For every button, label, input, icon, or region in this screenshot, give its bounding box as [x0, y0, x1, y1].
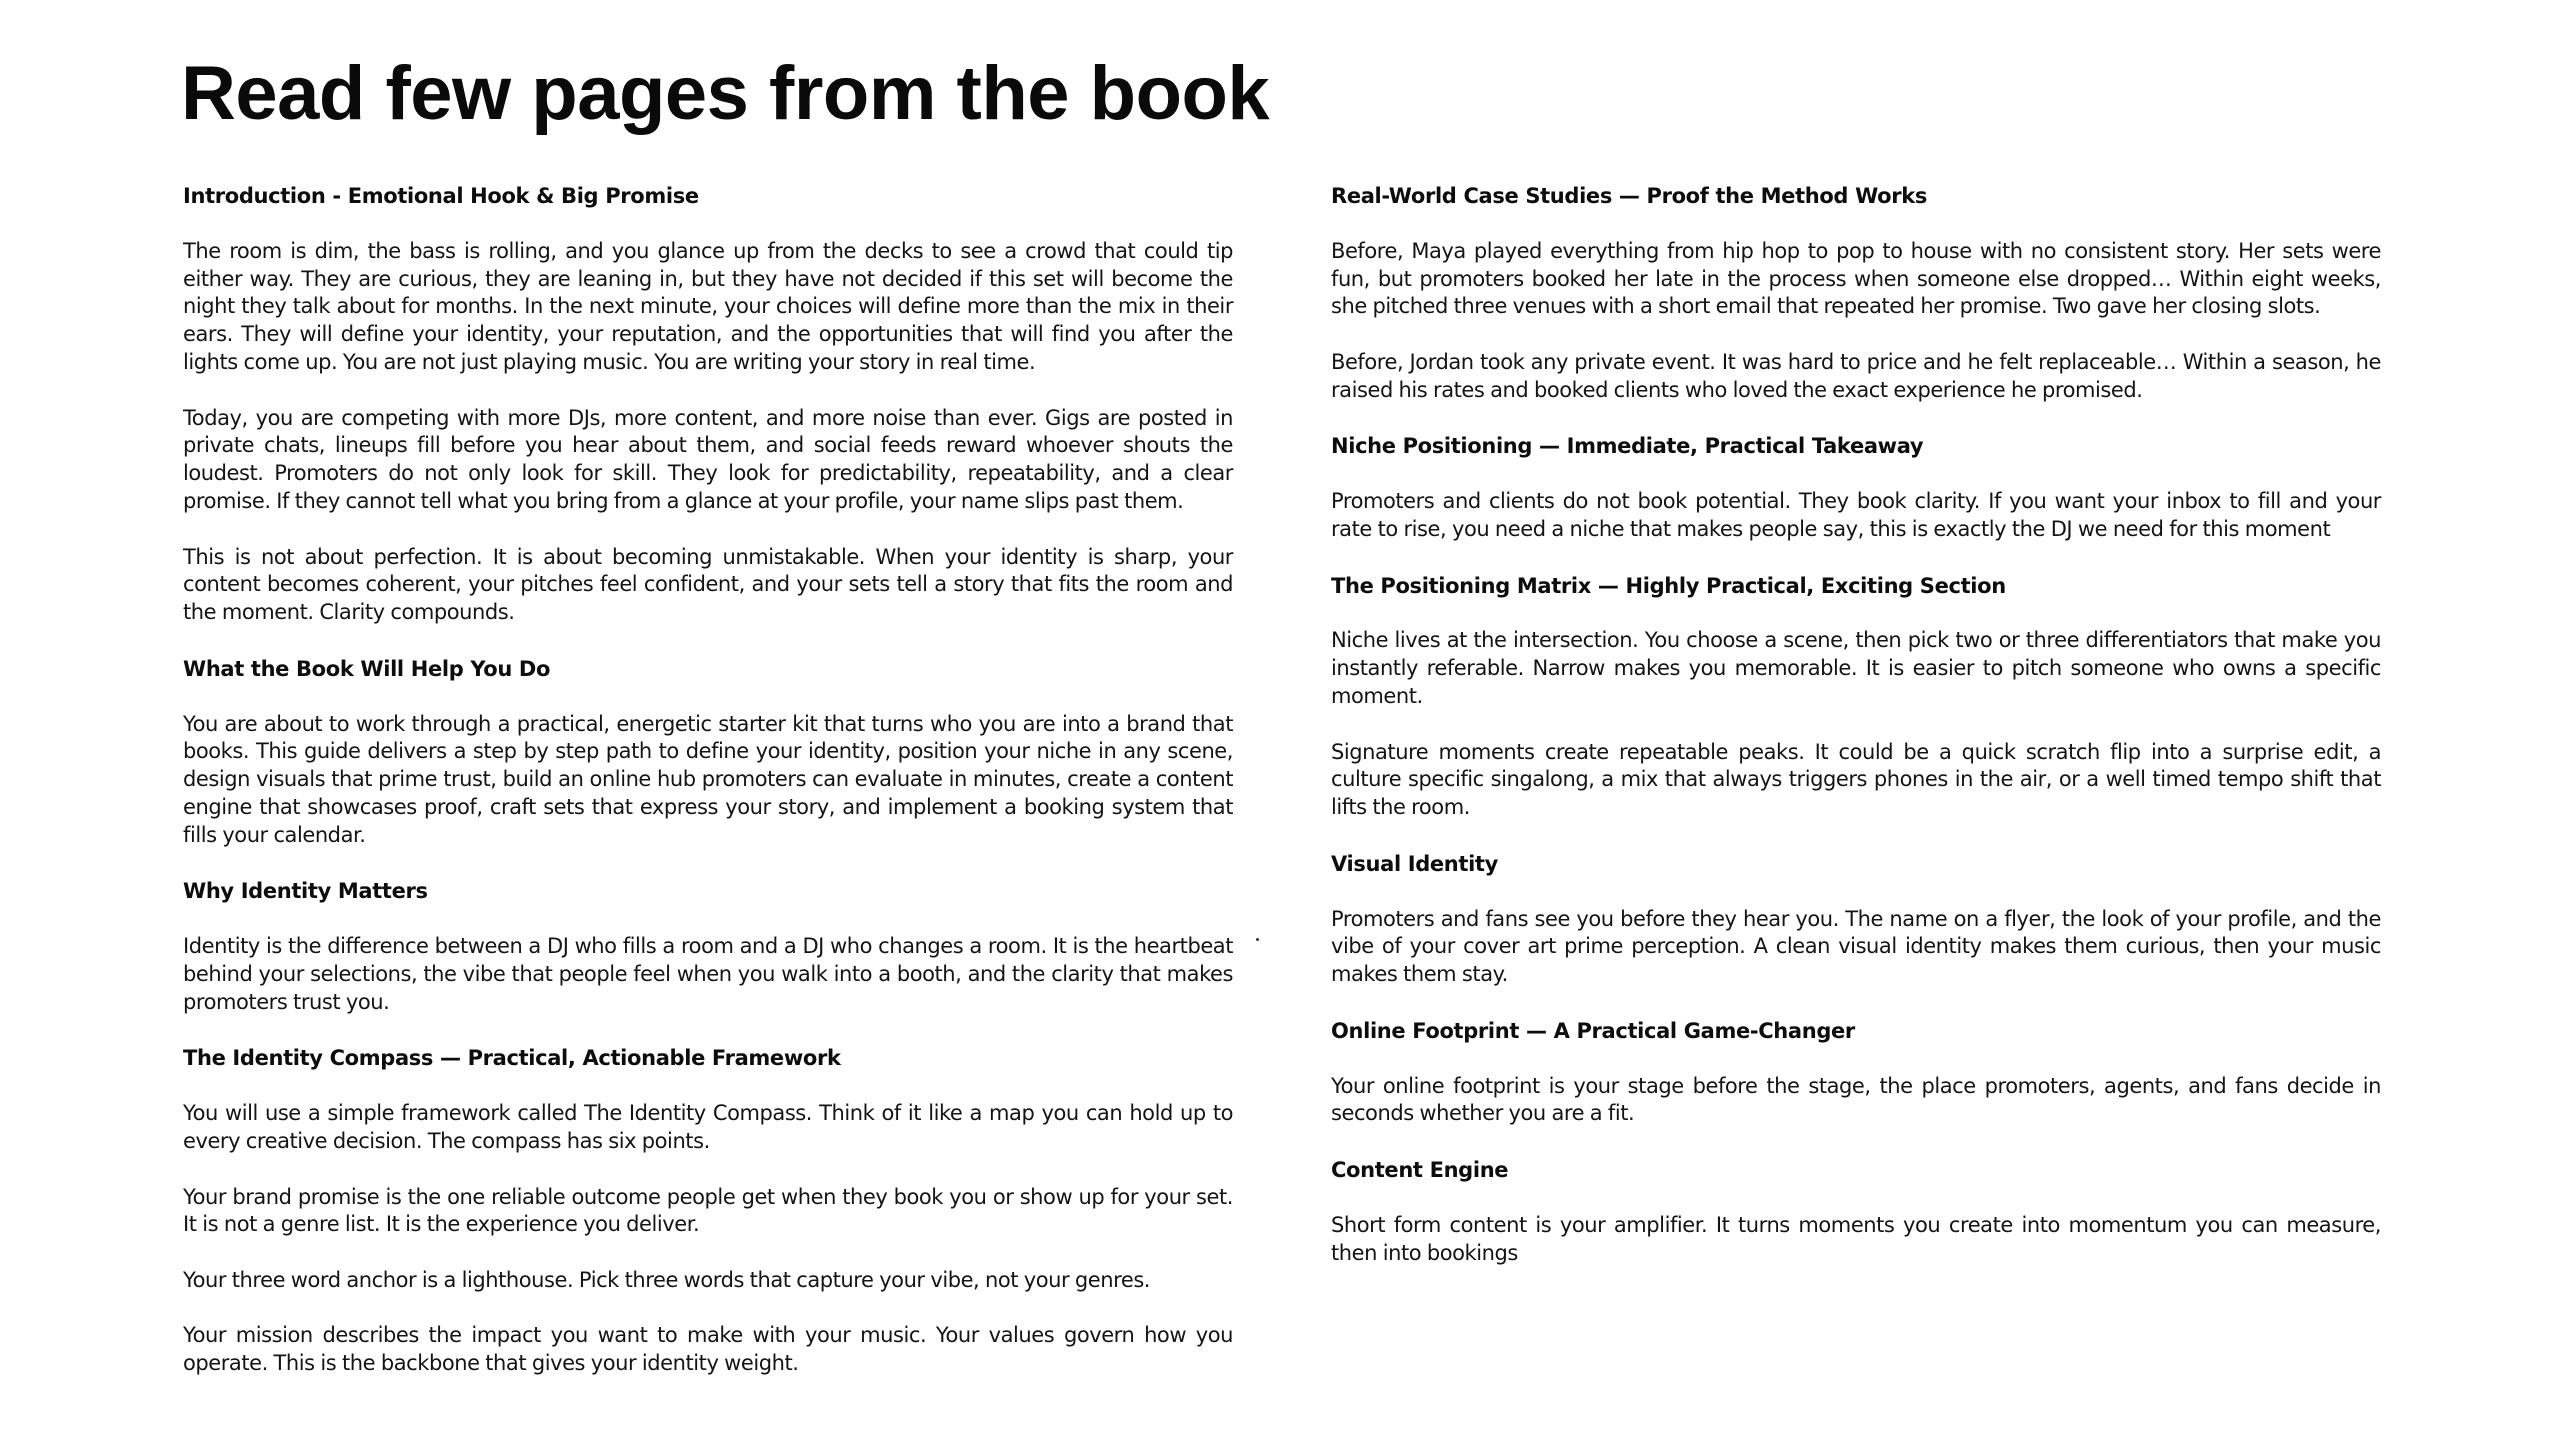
left-column [183, 182, 1233, 1378]
spacer [183, 905, 1233, 933]
spacer [183, 377, 1233, 405]
section-heading: Introduction - Emotional Hook & Big Promise [183, 184, 699, 208]
spacer [1331, 822, 2381, 850]
spacer [183, 210, 1233, 238]
paragraph: Promoters and clients do not book potential. They book clarity. If you want your inbox to fill and your rate to rise, you need a niche that makes people say, this is exactly the DJ we need for this moment [1331, 489, 2381, 541]
paragraph: Your brand promise is the one reliable outcome people get when they book you or show up for your set. It is not a genre list. It is the experience you deliver. [183, 1184, 1233, 1237]
spacer [183, 850, 1233, 878]
spacer [183, 1295, 1233, 1323]
spacer [1331, 989, 2381, 1017]
paragraph: Niche lives at the intersection. You choose a scene, then pick two or three differentiators that make you instantly referable. Narrow makes you memorable. It is easier to pitch someone who owns a specific moment. [1331, 628, 2381, 708]
paragraph: Identity is the difference between a DJ who fills a room and a DJ who changes a room. It is the heartbeat behind your selections, the vibe that people feel when you walk into a booth, and the clarity that makes promoters trust you. [183, 934, 1233, 1014]
paragraph: You are about to work through a practical, energetic starter kit that turns who you are into a brand that books. This guide delivers a step by step path to define your identity, position your niche in any scene, design visuals that prime trust, build an online hub promoters can evaluate in minutes, create a content engine that showcases proof, craft sets that express your story, and implement a booking system that fills your calendar. [183, 711, 1233, 847]
spacer [183, 627, 1233, 655]
section-heading: The Positioning Matrix — Highly Practical, Exciting Section [1331, 573, 2006, 598]
paragraph: Promoters and fans see you before they hear you. The name on a flyer, the look of your profile, and the vibe of your cover art prime perception. A clean visual identity makes them curious, then your music makes them stay. [1331, 906, 2381, 987]
paragraph: Short form content is your amplifier. It turns moments you create into momentum you can measure, then into bookings [1331, 1212, 2381, 1265]
spacer [1331, 460, 2381, 488]
spacer [183, 516, 1233, 544]
spacer [1331, 878, 2381, 906]
section-heading: Real-World Case Studies — Proof the Method Works [1331, 184, 1927, 208]
page-title: Read few pages from the book [181, 51, 1270, 136]
paragraph: Your three word anchor is a lighthouse. Pick three words that capture your vibe, not your genres. [183, 1267, 1151, 1292]
section-heading: Visual Identity [1331, 851, 1498, 876]
spacer [1331, 1128, 2381, 1156]
spacer [183, 1072, 1233, 1100]
paragraph: The room is dim, the bass is rolling, and you glance up from the decks to see a crowd that could tip either way. They are curious, they are leaning in, but they have not decided if this set will become the night they talk about for months. In the next minute, your choices will define more than the mix in their ears. They will define your identity, your reputation, and the opportunities that will find you after the lights come up. You are not just playing music. You are writing your story in real time. [183, 238, 1233, 374]
section-heading: Niche Positioning — Immediate, Practical Takeaway [1331, 434, 1924, 459]
section-heading: What the Book Will Help You Do [183, 656, 551, 681]
paragraph: Your mission describes the impact you want to make with your music. Your values govern how you operate. This is the backbone that gives your identity weight. [183, 1323, 1233, 1376]
spacer [1331, 600, 2381, 628]
paragraph: You will use a simple framework called The Identity Compass. Think of it like a map you can hold up to every creative decision. The compass has six points. [183, 1101, 1233, 1153]
spacer [1331, 405, 2381, 433]
paragraph: Signature moments create repeatable peaks. It could be a quick scratch flip into a surprise edit, a culture specific singalong, a mix that always triggers phones in the air, or a well timed tempo shift that lifts the room. [1331, 739, 2381, 820]
spacer [183, 1156, 1233, 1184]
stray-dot [1256, 938, 1259, 941]
spacer [1331, 321, 2381, 349]
section-heading: The Identity Compass — Practical, Actionable Framework [183, 1046, 841, 1071]
spacer [1331, 1184, 2381, 1212]
spacer [1331, 711, 2381, 739]
paragraph: Before, Jordan took any private event. It was hard to price and he felt replaceable… Within a season, he raised his rates and booked clients who loved the exact experience he promised. [1331, 349, 2381, 402]
section-heading: Online Footprint — A Practical Game-Changer [1331, 1018, 1855, 1043]
section-heading: Content Engine [1331, 1157, 1509, 1182]
section-heading: Why Identity Matters [183, 879, 428, 904]
right-column [1331, 182, 2381, 1267]
spacer [183, 1017, 1233, 1045]
paragraph: Today, you are competing with more DJs, more content, and more noise than ever. Gigs are posted in private chats, lineups fill before you hear about them, and social feeds reward whoever shouts the loudest. Promoters do not only look for skill. They look for predictability, repeatability, and a clear promise. If they cannot tell what you bring from a glance at your profile, your name slips past them. [183, 405, 1233, 513]
spacer [183, 1239, 1233, 1267]
paragraph: Before, Maya played everything from hip hop to pop to house with no consistent story. Her sets were fun, but promoters booked her late in the process when someone else dropped… Within eight weeks, she pitched three venues with a short email that repeated her promise. Two gave her closing slots. [1331, 238, 2381, 319]
paragraph: Your online footprint is your stage before the stage, the place promoters, agents, and fans decide in seconds whether you are a fit. [1331, 1073, 2381, 1126]
spacer [183, 683, 1233, 711]
spacer [1331, 1045, 2381, 1073]
spacer [1331, 544, 2381, 572]
paragraph: This is not about perfection. It is about becoming unmistakable. When your identity is sharp, your content becomes coherent, your pitches feel confident, and your sets tell a story that fits the room and the moment. Clarity compounds. [183, 544, 1233, 625]
spacer [1331, 210, 2381, 238]
